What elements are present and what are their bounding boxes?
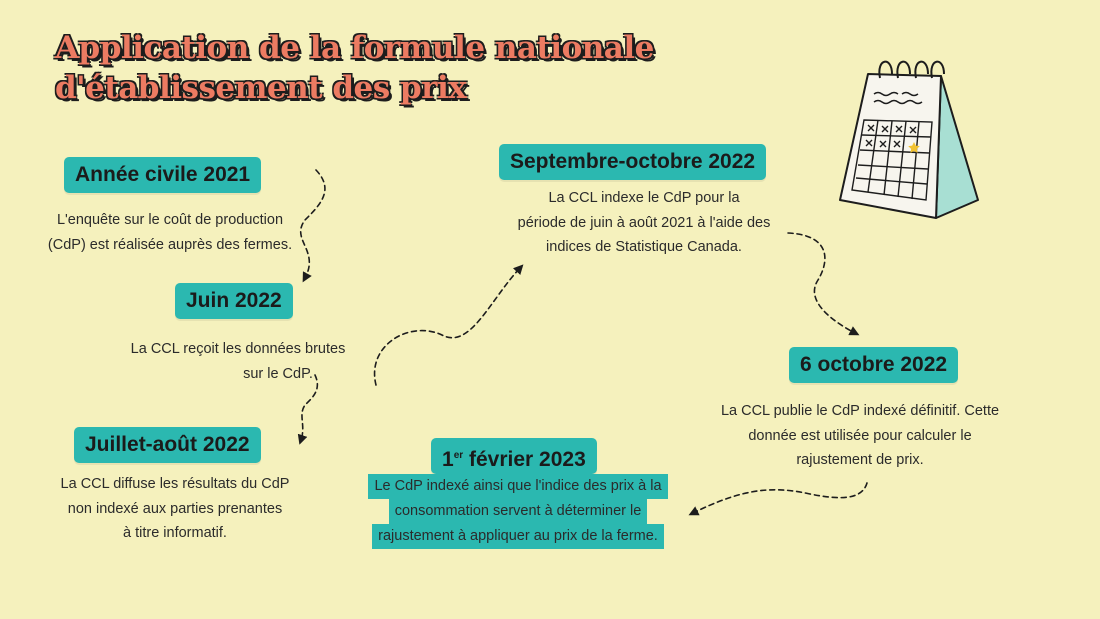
step-6-heading-number: 1 xyxy=(442,448,454,471)
step-4-heading: Septembre-octobre 2022 xyxy=(499,144,766,180)
arrow-step2-to-step3 xyxy=(301,375,317,440)
step-2-heading: Juin 2022 xyxy=(175,283,293,319)
arrow-step5-to-step6 xyxy=(693,483,867,513)
step-1-heading: Année civile 2021 xyxy=(64,157,261,193)
step-5-description: La CCL publie le CdP indexé définitif. Cette donnée est utilisée pour calculer le rajustement de prix. xyxy=(720,403,1000,468)
title-line-2: d'établissement des prix xyxy=(55,70,467,106)
step-5-heading: 6 octobre 2022 xyxy=(789,347,958,383)
arrow-step1-to-step2 xyxy=(301,170,325,278)
step-6-heading-superscript: er xyxy=(453,450,464,461)
step-3-description: La CCL diffuse les résultats du CdP non indexé aux parties prenantes à titre informatif. xyxy=(60,476,290,541)
step-4-description: La CCL indexe le CdP pour la période de juin à août 2021 à l'aide des indices de Statistique Canada. xyxy=(517,190,771,255)
arrow-step4-to-step5 xyxy=(788,233,855,333)
step-1-description: L'enquête sur le coût de production (CdP) est réalisée auprès des fermes. xyxy=(47,212,293,253)
calendar-icon xyxy=(818,50,988,240)
step-6-heading-date: février 2023 xyxy=(468,448,586,471)
step-3-heading: Juillet-août 2022 xyxy=(74,427,261,463)
step-6-description: Le CdP indexé ainsi que l'indice des prix à la consommation servent à déterminer le rajustement à appliquer au prix de la ferme. xyxy=(353,474,683,549)
step-2-description: La CCL reçoit les données brutes sur le CdP. xyxy=(130,341,346,382)
arrow-step3-to-step4 xyxy=(375,268,520,385)
title-line-1: Application de la formule nationale xyxy=(55,30,654,66)
